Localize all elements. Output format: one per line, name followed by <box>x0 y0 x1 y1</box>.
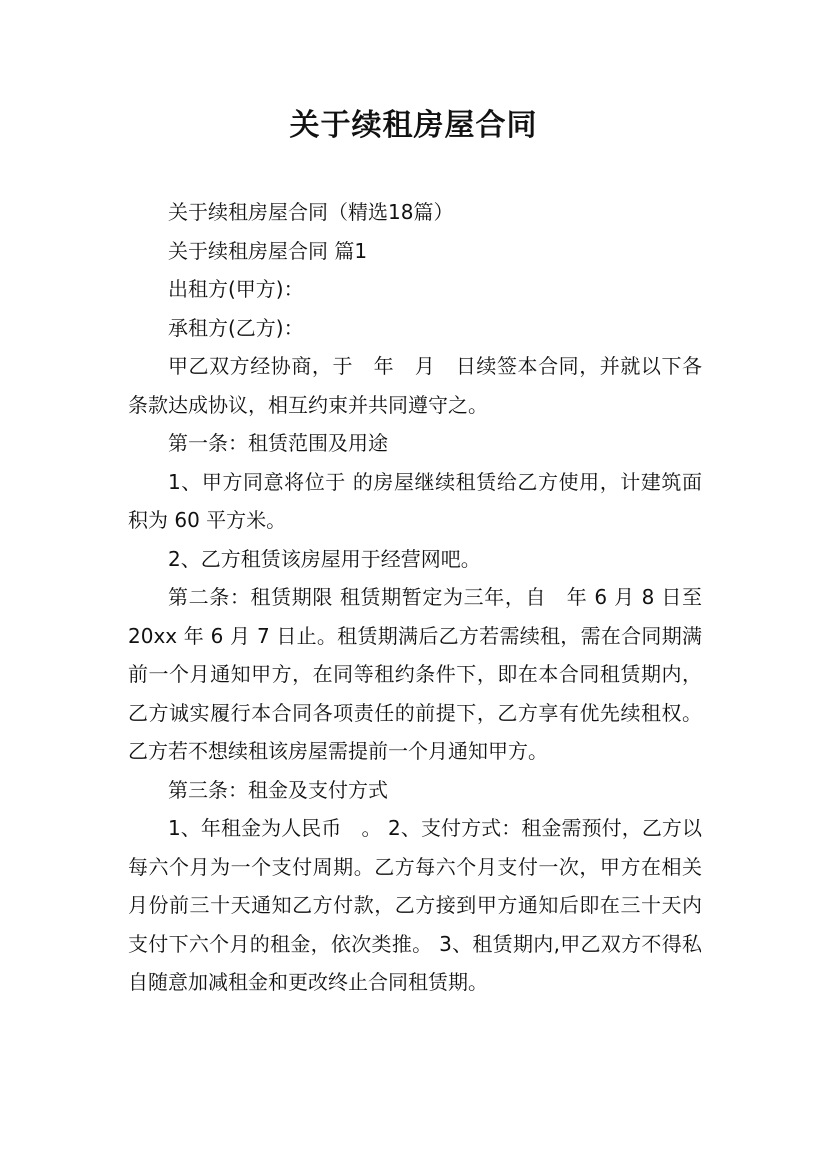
paragraph-article-1-item-1: 1、甲方同意将位于 的房屋继续租赁给乙方使用，计建筑面积为 60 平方米。 <box>128 469 702 532</box>
paragraph-article-1-heading: 第一条：租赁范围及用途 <box>168 431 388 455</box>
document-title: 关于续租房屋合同 <box>289 108 538 143</box>
paragraph-article-2: 第二条：租赁期限 租赁期暂定为三年，自 年 6 月 8 日至 20xx 年 6 月 7 日止。租赁期满后乙方若需续租，需在合同期满前一个月通知甲方，在同等租约条件下，即在本合同租赁期内，乙方诚实履行本合同各项责任的前提下，乙方享有优先续租权。乙方若不想续租该房屋需提前一个月通知甲方。 <box>128 585 702 763</box>
paragraph-lessor: 出租方(甲方)： <box>168 277 304 301</box>
paragraph-lessee: 承租方(乙方)： <box>168 315 304 340</box>
paragraph-article-3-heading: 第三条：租金及支付方式 <box>168 777 388 802</box>
paragraph-section-heading: 关于续租房屋合同 篇1 <box>168 238 368 263</box>
paragraph-article-1-item-2: 2、乙方租赁该房屋用于经营网吧。 <box>168 546 481 571</box>
paragraph-subtitle: 关于续租房屋合同（精选18篇） <box>168 200 454 224</box>
paragraph-article-3-items: 1、年租金为人民币 。 2、支付方式：租金需预付，乙方以每六个月为一个支付周期。乙方每六个月支付一次，甲方在相关月份前三十天通知乙方付款，乙方接到甲方通知后即在三十天内支付下六个月的租金，依次类推。 3、租赁期内,甲乙双方不得私自随意加减租金和更改终止合同租赁期。 <box>128 816 702 994</box>
document-body <box>128 193 702 1002</box>
paragraph-intro: 甲乙双方经协商，于 年 月 日续签本合同，并就以下各条款达成协议，相互约束并共同遵守之。 <box>128 354 702 417</box>
